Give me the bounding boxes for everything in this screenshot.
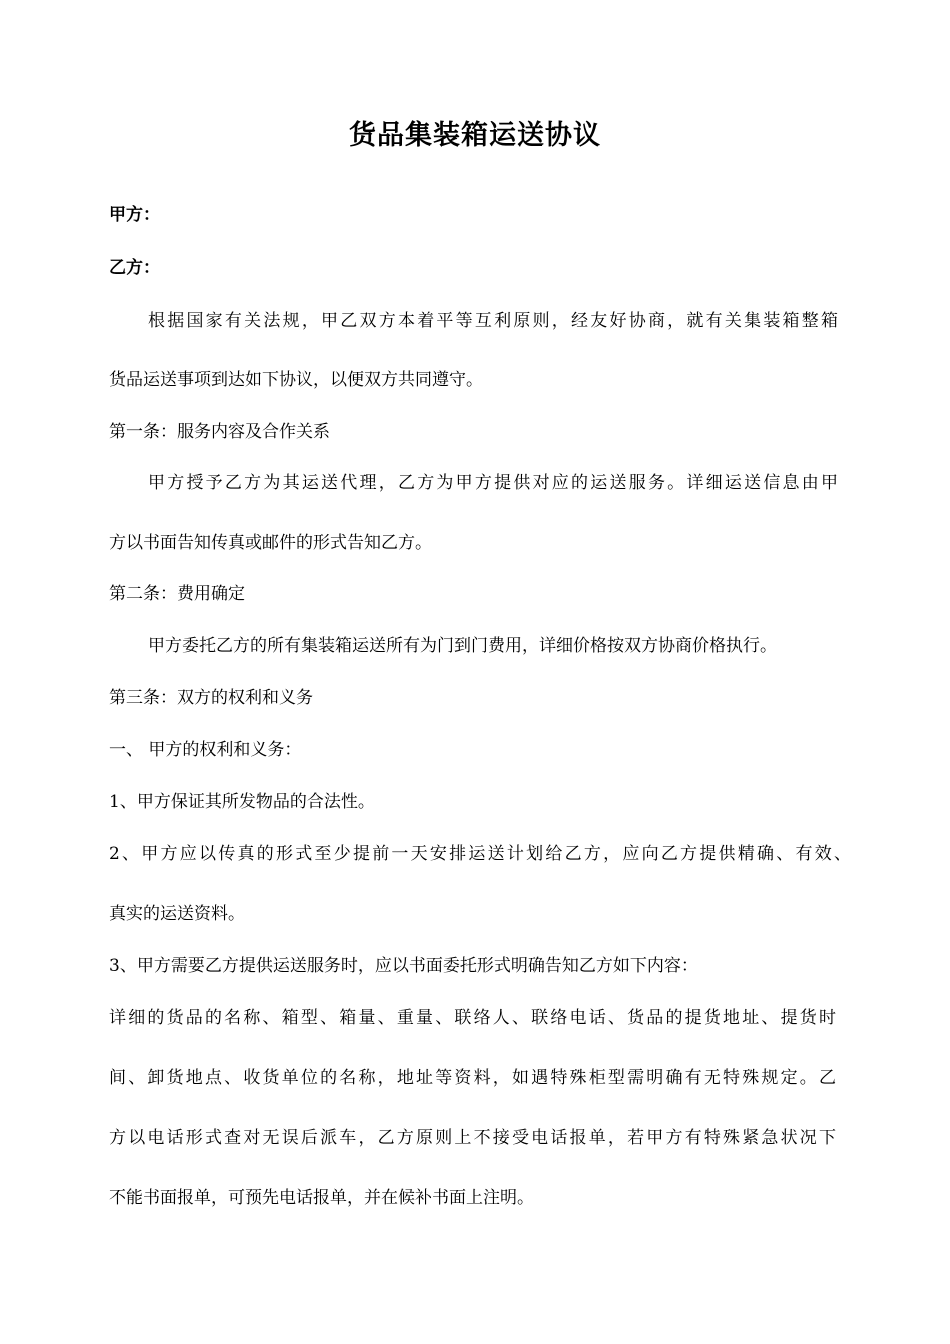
intro-paragraph-line-1: 根据国家有关法规，甲乙双方本着平等互利原则，经友好协商，就有关集装箱整箱 [148, 311, 838, 331]
item-3-line-3: 间、卸货地点、收货单位的名称，地址等资料，如遇特殊柜型需明确有无特殊规定。乙 [109, 1068, 836, 1088]
item-3-line-1: 3、甲方需要乙方提供运送服务时，应以书面委托形式明确告知乙方如下内容： [109, 956, 698, 976]
item-3-line-2: 详细的货品的名称、箱型、箱量、重量、联络人、联络电话、货品的提货地址、提货时 [109, 1008, 836, 1028]
intro-paragraph-line-2: 货品运送事项到达如下协议，以便双方共同遵守。 [109, 370, 483, 390]
article-2-line-1: 甲方委托乙方的所有集装箱运送所有为门到门费用，详细价格按双方协商价格执行。 [148, 636, 777, 656]
section-1-heading: 一、 甲方的权利和义务： [109, 740, 302, 760]
article-3-heading: 第三条：双方的权利和义务 [109, 688, 313, 708]
item-3-line-4: 方以电话形式查对无误后派车，乙方原则上不接受电话报单，若甲方有特殊紧急状况下 [109, 1128, 836, 1148]
document-title: 货品集装箱运送协议 [349, 120, 601, 151]
item-2-line-2: 真实的运送资料。 [109, 904, 245, 924]
item-3-line-5: 不能书面报单，可预先电话报单，并在候补书面上注明。 [109, 1188, 534, 1208]
item-2-line-1: 2、甲方应以传真的形式至少提前一天安排运送计划给乙方，应向乙方提供精确、有效、 [109, 844, 851, 864]
party-a-label: 甲方： [109, 205, 160, 225]
article-1-line-1: 甲方授予乙方为其运送代理，乙方为甲方提供对应的运送服务。详细运送信息由甲 [148, 473, 838, 493]
article-1-line-2: 方以书面告知传真或邮件的形式告知乙方。 [109, 533, 432, 553]
article-1-heading: 第一条：服务内容及合作关系 [109, 422, 330, 442]
item-1: 1、甲方保证其所发物品的合法性。 [109, 792, 375, 812]
party-b-label: 乙方： [109, 258, 160, 278]
article-2-heading: 第二条：费用确定 [109, 584, 245, 604]
